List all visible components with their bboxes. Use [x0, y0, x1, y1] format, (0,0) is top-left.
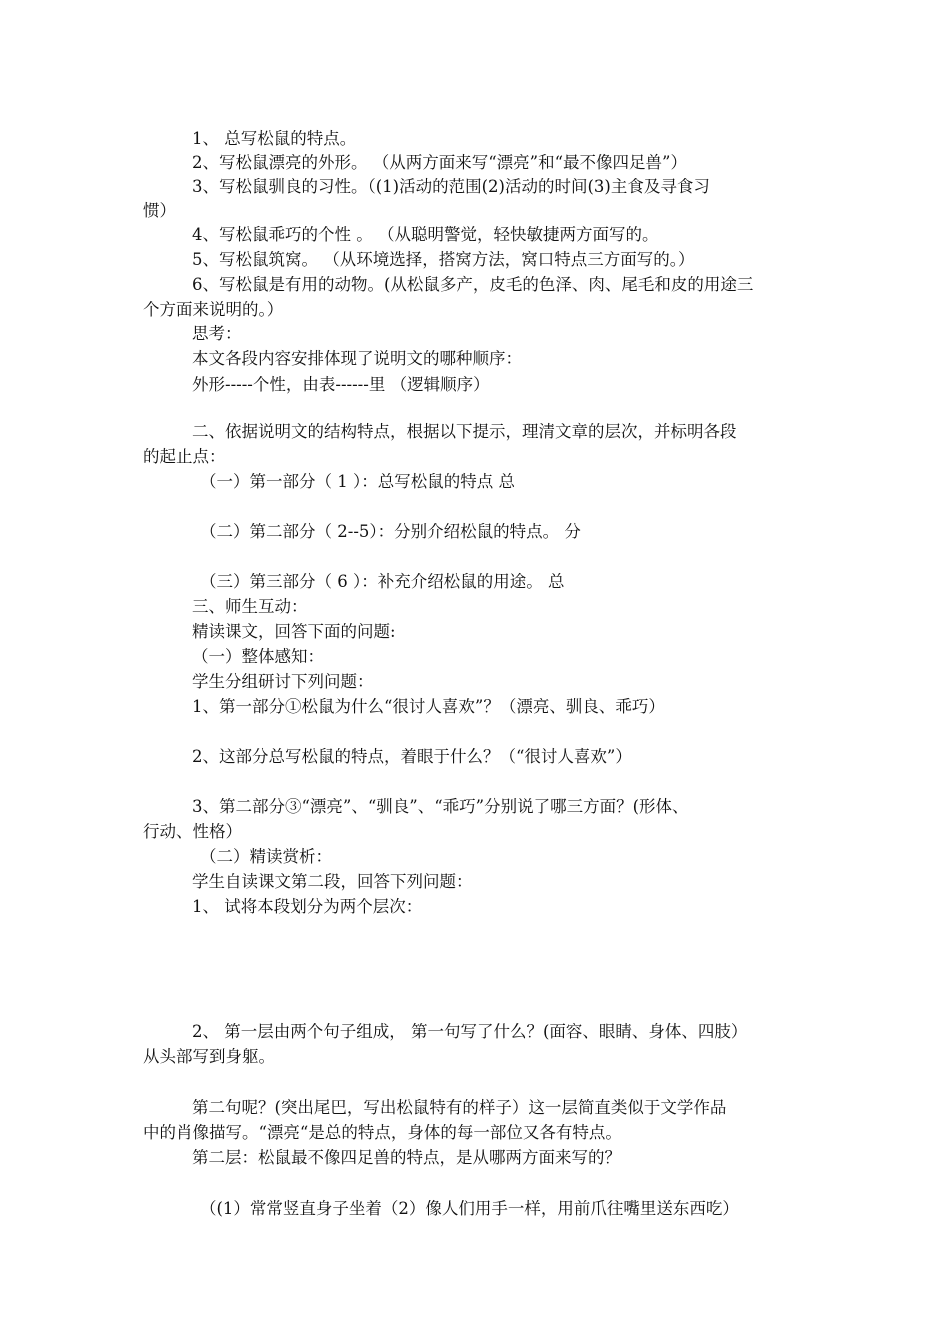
text-line: 1、 试将本段划分为两个层次：: [192, 897, 423, 916]
text-line: （(1）常常竖直身子坐着（2）像人们用手一样，用前爪往嘴里送东西吃）: [200, 1199, 739, 1218]
text-line: 从头部写到身躯。: [143, 1047, 275, 1066]
text-line: 个方面来说明的。）: [143, 300, 284, 319]
text-line: （三）第三部分（ 6 ）：补充介绍松鼠的用途。 总: [200, 572, 565, 591]
text-line: 3、第二部分③“漂亮”、“驯良”、“乖巧”分别说了哪三方面？(形体、: [192, 797, 689, 816]
text-line: 1、 总写松鼠的特点。: [192, 129, 357, 148]
text-line: 外形-----个性，由表------里 （逻辑顺序）: [192, 375, 490, 394]
text-line: 思考：: [192, 324, 242, 343]
text-line: 的起止点：: [143, 447, 226, 466]
text-line: 5、写松鼠筑窝。 （从环境选择，搭窝方法，窝口特点三方面写的。）: [192, 250, 695, 269]
section-heading: 三、师生互动：: [192, 597, 308, 616]
text-line: 第二句呢？(突出尾巴，写出松鼠特有的样子）这一层简直类似于文学作品: [192, 1098, 727, 1117]
text-line: 行动、性格）: [143, 822, 242, 841]
text-line: （一）整体感知：: [192, 647, 324, 666]
text-line: 2、这部分总写松鼠的特点，着眼于什么？（“很讨人喜欢”）: [192, 747, 632, 766]
text-line: 第二层：松鼠最不像四足兽的特点，是从哪两方面来写的？: [192, 1148, 621, 1167]
text-line: （二）精读赏析：: [200, 847, 332, 866]
text-line: 学生自读课文第二段，回答下列问题：: [192, 872, 473, 891]
text-line: （一）第一部分（ 1 ）：总写松鼠的特点 总: [200, 472, 515, 491]
section-heading: 二、依据说明文的结构特点，根据以下提示，理清文章的层次，并标明各段: [192, 422, 737, 441]
text-line: 学生分组研讨下列问题：: [192, 672, 374, 691]
text-line: 6、写松鼠是有用的动物。(从松鼠多产，皮毛的色泽、肉、尾毛和皮的用途三: [192, 275, 754, 294]
text-line: 4、写松鼠乖巧的个性 。 （从聪明警觉，轻快敏捷两方面写的。: [192, 225, 659, 244]
text-line: 2、 第一层由两个句子组成， 第一句写了什么？(面容、眼睛、身体、四肢）: [192, 1022, 748, 1041]
text-line: 中的肖像描写。“漂亮“是总的特点，身体的每一部位又各有特点。: [143, 1123, 622, 1142]
text-line: 1、第一部分①松鼠为什么“很讨人喜欢”？（漂亮、驯良、乖巧）: [192, 697, 665, 716]
text-line: 惯）: [143, 201, 176, 220]
text-line: 2、写松鼠漂亮的外形。 （从两方面来写“漂亮”和“最不像四足兽”）: [192, 153, 687, 172]
text-line: 3、写松鼠驯良的习性。（(1)活动的范围(2)活动的时间(3)主食及寻食习: [192, 177, 710, 196]
text-line: （二）第二部分（ 2--5）：分别介绍松鼠的特点。 分: [200, 522, 581, 541]
text-line: 精读课文，回答下面的问题:: [192, 622, 396, 641]
text-line: 本文各段内容安排体现了说明文的哪种顺序：: [192, 349, 522, 368]
